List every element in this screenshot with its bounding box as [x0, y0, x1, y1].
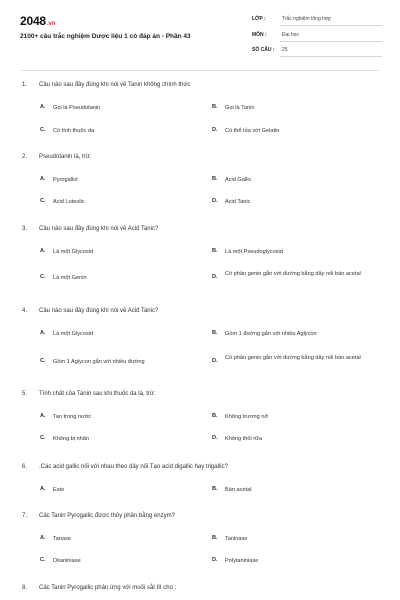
option-text: Là một Glycosid [53, 331, 94, 337]
option-label: A. [40, 413, 46, 419]
option-text: Gồm 1 Aglycon gắn với nhiều đường [53, 359, 145, 365]
option-text: Là một Pseudoglycosid [225, 249, 283, 255]
option-label: A. [40, 486, 46, 492]
question-number: 4. [22, 308, 28, 314]
meta-underline [280, 25, 382, 26]
option-text: Không thối rữa [225, 436, 263, 442]
meta-value: 25 [282, 47, 288, 53]
option-text: Tan trong nước [53, 414, 92, 420]
option-text: Là một Glycosid [53, 249, 94, 255]
option-text: Ditaniniase [53, 558, 81, 564]
logo-tld: .vn [46, 21, 55, 27]
logo-main: 2048 [20, 14, 46, 28]
question-text [22, 154, 91, 160]
question-number: 3. [22, 226, 28, 232]
option-text: Không trương nở [225, 414, 269, 420]
option-text: Có phần genin gắn với đường bằng dây nối bán acetal [225, 355, 361, 361]
option-label: C. [40, 274, 46, 280]
question-stem: .Các acid gallic nối với nhau theo dây nối Tạo acid digallic hay trigallic? [39, 464, 228, 470]
option-label: B. [212, 535, 218, 541]
option-text: Gồm 1 đường gắn với nhiều Aglycon [225, 331, 317, 337]
option-text: Có phần genin gắn với đường bằng dây nối bán acetal [225, 271, 361, 277]
option-text: Taninase [225, 536, 248, 542]
option-label: A. [40, 176, 46, 182]
option-label: A. [40, 535, 46, 541]
option-text: Pyrogallol [53, 177, 78, 183]
question-number: 7. [22, 513, 28, 519]
page-title: 2100+ câu trắc nghiệm Dược liệu 1 có đáp án - Phần 43 [20, 33, 191, 40]
meta-class [252, 14, 382, 26]
question-text [22, 585, 176, 591]
meta-underline [280, 56, 382, 57]
option-text: Acid Luteolic [53, 199, 85, 205]
option-label: C. [40, 358, 46, 364]
option-label: C. [40, 435, 46, 441]
option-text: Bán acetal [225, 487, 252, 493]
question-stem: Câu nào sau đây đúng khi nói về Tanin không chính thức [39, 82, 191, 88]
meta-value: Trắc nghiệm tổng hợp [282, 16, 331, 22]
option-text: Có tính thuộc da [53, 128, 95, 134]
question-text [22, 82, 190, 88]
option-text: Có thể tủa với Gelatin [225, 128, 280, 134]
option-label: B. [212, 330, 218, 336]
option-label: A. [40, 104, 46, 110]
meta-label: SỐ CÂU : [252, 47, 275, 53]
option-text: Không bị nhăn [53, 436, 90, 442]
question-stem: Câu nào sau đây đúng khi nói về Acid Tanic? [39, 308, 159, 314]
question-stem: Pseudotanin là, trừ: [39, 154, 92, 160]
meta-question-count [252, 45, 382, 57]
option-label: B. [212, 413, 218, 419]
question-text [22, 226, 158, 232]
question-text [22, 308, 158, 314]
option-label: D. [212, 358, 218, 364]
option-label: B. [212, 248, 218, 254]
question-text [22, 464, 228, 470]
site-logo[interactable] [20, 14, 55, 28]
header-divider [20, 70, 380, 71]
option-label: A. [40, 248, 46, 254]
question-number: 2. [22, 154, 28, 160]
meta-label: LỚP : [252, 16, 266, 22]
option-label: D. [212, 557, 218, 563]
option-label: B. [212, 104, 218, 110]
question-number: 6. [22, 464, 28, 470]
document-header [0, 0, 400, 68]
option-label: D. [212, 435, 218, 441]
question-number: 5. [22, 391, 28, 397]
option-label: D. [212, 274, 218, 280]
option-label: A. [40, 330, 46, 336]
question-stem: Các Tanin Pyrogallic phản ứng với muối sắt III cho : [39, 585, 177, 591]
option-text: Acid Gallic [225, 177, 252, 183]
option-text: Tanase [53, 536, 72, 542]
option-label: C. [40, 557, 46, 563]
option-text: Acid Tanic [225, 199, 251, 205]
meta-value: Đại học [282, 32, 299, 38]
meta-underline [280, 41, 382, 42]
option-label: C. [40, 127, 46, 133]
option-label: D. [212, 198, 218, 204]
option-text: Là một Genin [53, 275, 87, 281]
question-text [22, 513, 175, 519]
option-label: B. [212, 176, 218, 182]
option-text: Polytaniniase [225, 558, 259, 564]
question-stem: Câu nào sau đây đúng khi nói về Acid Tanic? [39, 226, 159, 232]
question-stem: Tính chất của Tanin sau khi thuộc da là, trừ: [39, 391, 156, 397]
option-text: Este [53, 487, 65, 493]
question-text [22, 391, 156, 397]
option-text: Gọi là Tanin [225, 105, 255, 111]
option-label: D. [212, 127, 218, 133]
option-text: Gọi là Pseudotanin [53, 105, 101, 111]
question-number: 1. [22, 82, 28, 88]
option-label: B. [212, 486, 218, 492]
question-stem: Các Tanin Pyrogallic được thủy phân bằng enzym? [39, 513, 175, 519]
meta-label: MÔN : [252, 32, 267, 38]
question-number: 8. [22, 585, 28, 591]
meta-subject [252, 30, 382, 42]
option-label: C. [40, 198, 46, 204]
